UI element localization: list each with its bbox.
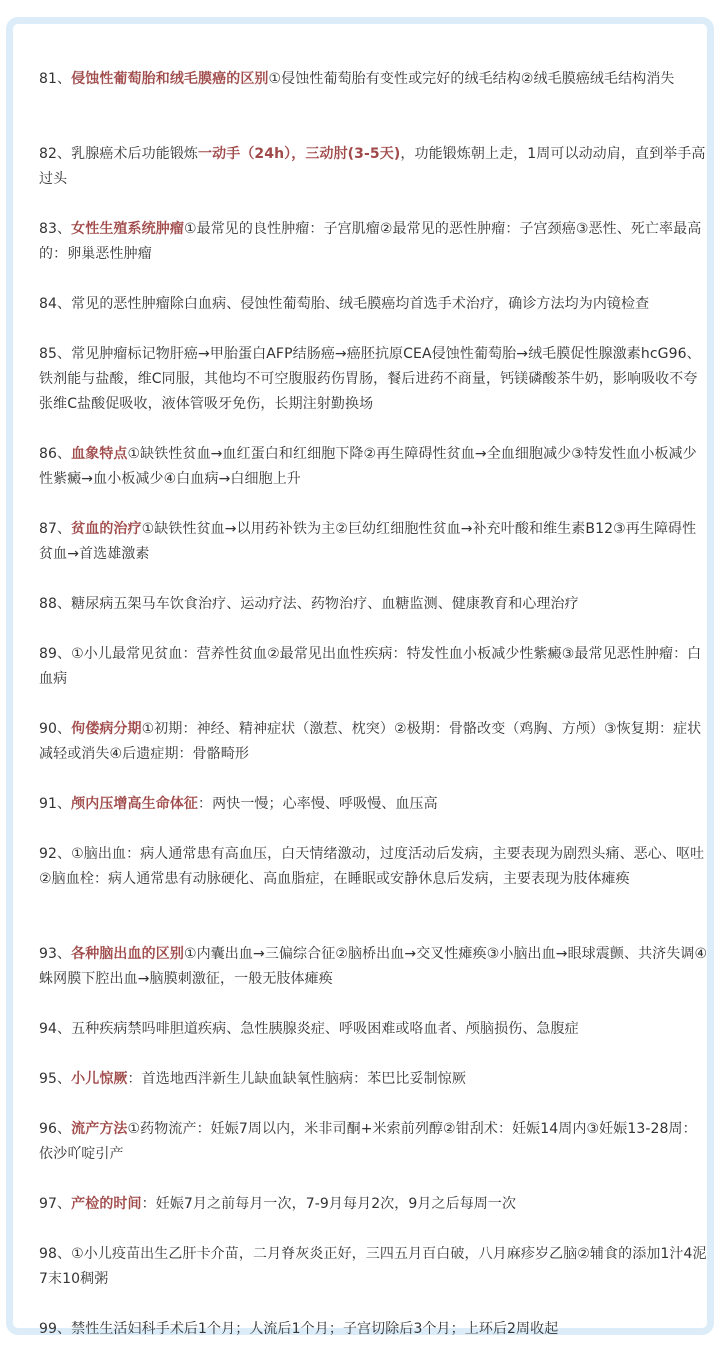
item-heading: 颅内压增高生命体征 — [71, 796, 199, 812]
item-number: 88、 — [39, 596, 72, 612]
note-item — [39, 517, 709, 567]
item-heading-secondary: 一动手（24h），三动肘(3-5天) — [198, 146, 401, 162]
item-text: 五种疾病禁吗啡胆道疾病、急性胰腺炎症、呼吸困难或咯血者、颅脑损伤、急腹症 — [71, 1021, 579, 1037]
note-item — [39, 1242, 709, 1292]
item-text: 常见的恶性肿瘤除白血病、侵蚀性葡萄胎、绒毛膜癌均首选手术治疗，确诊方法均为内镜检查 — [71, 296, 650, 312]
item-number: 91、 — [39, 796, 72, 812]
note-item — [39, 1117, 709, 1167]
item-heading: 佝偻病分期 — [71, 721, 142, 737]
item-number: 87、 — [39, 521, 72, 537]
item-heading: 产检的时间 — [71, 1196, 142, 1212]
item-text: ，功能锻炼朝上走，1周可以动动肩，直到举手高过头 — [39, 146, 706, 187]
item-heading: 侵蚀性葡萄胎和绒毛膜癌的区别 — [71, 71, 269, 87]
note-item — [39, 67, 709, 92]
item-text: ①脑出血：病人通常患有高血压，白天情绪激动，过度活动后发病，主要表现为剧烈头痛、恶心、呕吐②脑血栓：病人通常患有动脉硬化、高血脂症，在睡眠或安静休息后发病，主要表现为肢体瘫痪 — [39, 846, 705, 887]
item-number: 85、 — [39, 346, 72, 362]
item-text: ①最常见的良性肿瘤：子宫肌瘤②最常见的恶性肿瘤：子宫颈癌③恶性、死亡率最高的：卵巢恶性肿瘤 — [39, 221, 702, 262]
item-number: 89、 — [39, 646, 72, 662]
item-number: 97、 — [39, 1196, 72, 1212]
item-text: ①缺铁性贫血→以用药补铁为主②巨幼红细胞性贫血→补充叶酸和维生素B12③再生障碍性贫血→首选雄激素 — [39, 521, 697, 562]
note-item — [39, 292, 709, 317]
item-number: 99、 — [39, 1321, 72, 1337]
item-number: 84、 — [39, 296, 72, 312]
item-text: ：首选地西泮新生儿缺血缺氧性脑病：苯巴比妥制惊厥 — [127, 1071, 466, 1087]
item-text: ①初期：神经、精神症状（激惹、枕突）②极期：骨骼改变（鸡胸、方颅）③恢复期：症状减轻或消失④后遗症期：骨骼畸形 — [39, 721, 702, 762]
item-heading: 小儿惊厥 — [71, 1071, 128, 1087]
item-text: ①内囊出血→三偏综合征②脑桥出血→交叉性瘫痪③小脑出血→眼球震颤、共济失调④蛛网膜下腔出血→脑膜刺激征，一般无肢体瘫痪 — [39, 946, 708, 987]
item-text: 糖尿病五架马车饮食治疗、运动疗法、药物治疗、血糖监测、健康教育和心理治疗 — [71, 596, 579, 612]
item-number: 98、 — [39, 1246, 72, 1262]
item-number: 86、 — [39, 446, 72, 462]
note-item — [39, 1317, 709, 1342]
item-text: ①小儿最常见贫血：营养性贫血②最常见出血性疾病：特发性血小板减少性紫癜③最常见恶性肿瘤：白血病 — [39, 646, 702, 687]
content-card — [6, 17, 714, 1335]
item-heading: 各种脑出血的区别 — [71, 946, 184, 962]
item-text: ①缺铁性贫血→血红蛋白和红细胞下降②再生障碍性贫血→全血细胞减少③特发性血小板减少性紫癜→血小板减少④白血病→白细胞上升 — [39, 446, 697, 487]
note-item — [39, 342, 709, 417]
note-item — [39, 142, 709, 192]
note-item — [39, 442, 709, 492]
item-text-lead: 乳腺癌术后功能锻炼 — [71, 146, 199, 162]
note-item — [39, 1192, 709, 1217]
item-number: 93、 — [39, 946, 72, 962]
item-text: ①药物流产：妊娠7周以内，米非司酮+米索前列醇②钳刮术：妊娠14周内③妊娠13-28周：依沙吖啶引产 — [39, 1121, 697, 1162]
note-item — [39, 717, 709, 767]
note-item — [39, 217, 709, 267]
item-number: 83、 — [39, 221, 72, 237]
item-number: 96、 — [39, 1121, 72, 1137]
item-text: ：妊娠7月之前每月一次，7-9月每月2次，9月之后每周一次 — [141, 1196, 517, 1212]
note-item — [39, 592, 709, 617]
item-number: 90、 — [39, 721, 72, 737]
note-item — [39, 842, 709, 892]
item-text: 禁性生活妇科手术后1个月；人流后1个月；子宫切除后3个月；上环后2周收起 — [71, 1321, 559, 1337]
note-item — [39, 792, 709, 817]
note-item — [39, 942, 709, 992]
item-number: 81、 — [39, 71, 72, 87]
item-heading: 血象特点 — [71, 446, 128, 462]
item-text: ：两快一慢；心率慢、呼吸慢、血压高 — [198, 796, 438, 812]
item-number: 92、 — [39, 846, 72, 862]
item-number: 94、 — [39, 1021, 72, 1037]
item-text: ①侵蚀性葡萄胎有变性或完好的绒毛结构②绒毛膜癌绒毛结构消失 — [268, 71, 675, 87]
note-item — [39, 1017, 709, 1042]
item-number: 95、 — [39, 1071, 72, 1087]
note-item — [39, 642, 709, 692]
note-item — [39, 1067, 709, 1092]
item-text: 常见肿瘤标记物肝癌→甲胎蛋白AFP结肠癌→癌胚抗原CEA侵蚀性葡萄胎→绒毛膜促性腺激素hcG96、铁剂能与盐酸，维C同服，其他均不可空腹服药伤胃肠，餐后进药不商量，钙镁磷酸茶牛奶，影响吸收不夸张维C盐酸促吸收，液体管吸牙免伤，长期注射勤换场 — [39, 346, 701, 412]
item-text: ①小儿疫苗出生乙肝卡介苗，二月脊灰炎正好，三四五月百白破，八月麻疹岁乙脑②辅食的添加1汁4泥7末10稠粥 — [39, 1246, 707, 1287]
item-heading: 贫血的治疗 — [71, 521, 142, 537]
item-heading: 流产方法 — [71, 1121, 128, 1137]
item-number: 82、 — [39, 146, 72, 162]
item-heading: 女性生殖系统肿瘤 — [71, 221, 184, 237]
